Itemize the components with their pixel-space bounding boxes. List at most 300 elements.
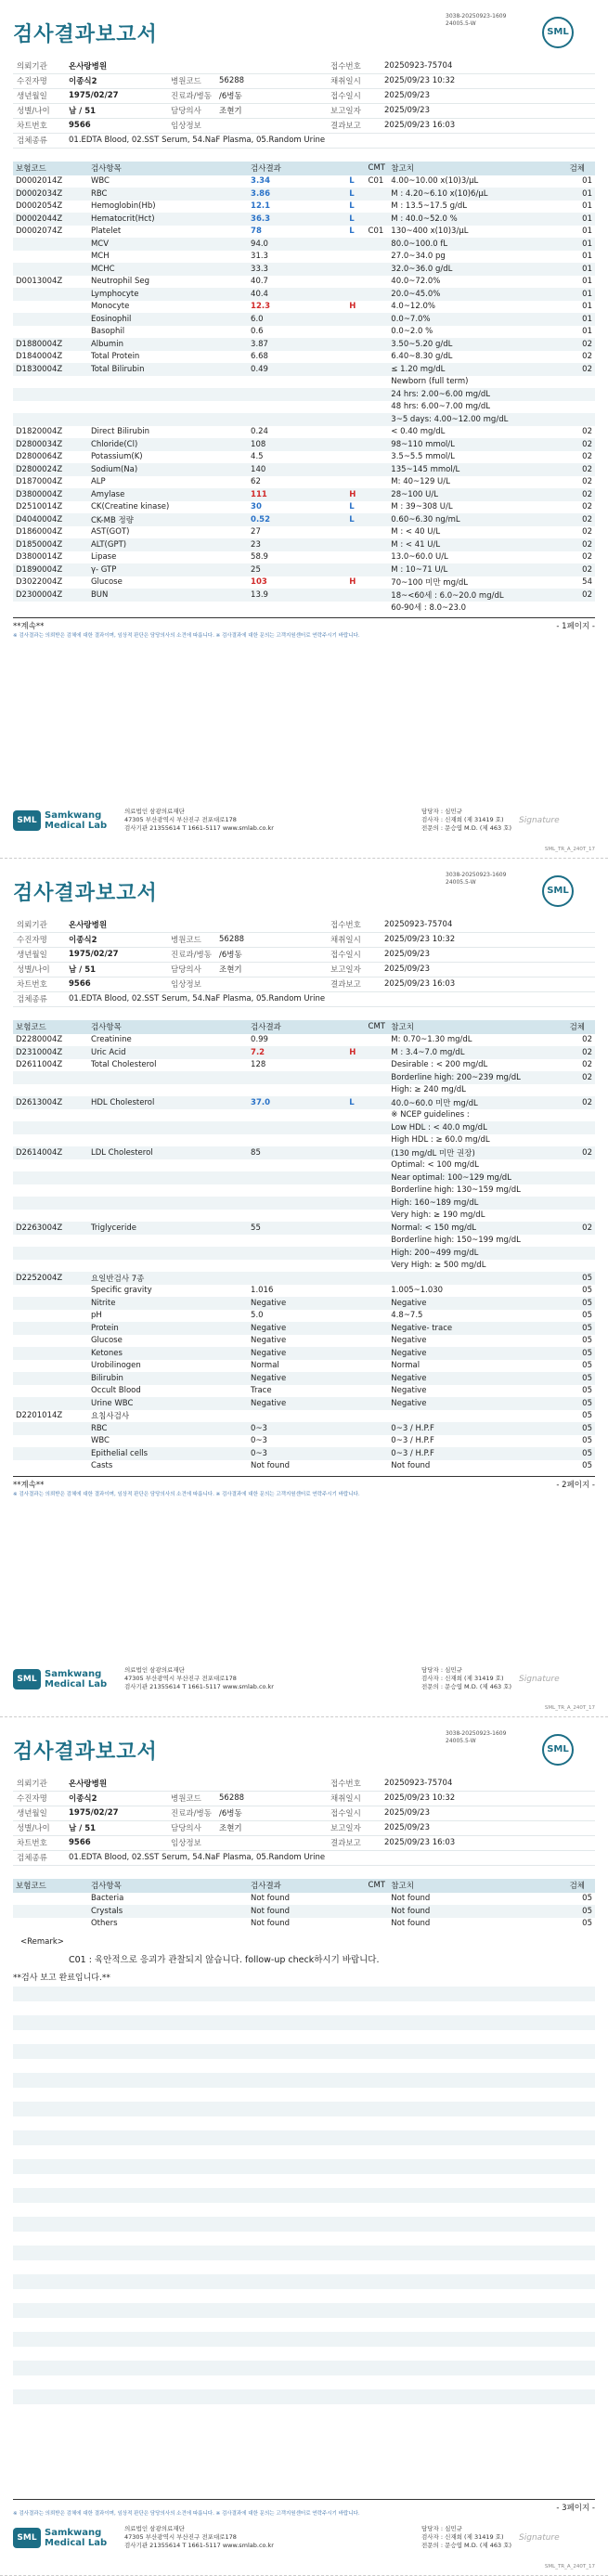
comment-code xyxy=(366,1297,389,1310)
result-flag xyxy=(346,1222,365,1235)
comment-code xyxy=(366,1109,389,1122)
result-flag xyxy=(346,1447,365,1460)
footer: SML Samkwang Medical Lab 의료법인 삼광의료재단 47305 부산광역시 부산진구 전포대로178 검사기관 21355614 T 1661-5117 www.smlab.co.kr 담당자 : 심민규 검사자 : 신재희 (제 31419 호) 전문의 : 문승엽 M.D. (제 463 호) Signature xyxy=(13,2525,595,2550)
specimen-code xyxy=(567,1235,595,1248)
specimen-code: 02 xyxy=(567,1096,595,1109)
test-item xyxy=(88,1184,248,1197)
test-result xyxy=(248,1171,346,1184)
insurance-code: D2300004Z xyxy=(13,589,88,602)
insurance-code: D0002054Z xyxy=(16,201,63,212)
result-row xyxy=(13,1222,595,1235)
remark-text: C01 : 육안적으로 응괴가 관찰되지 않습니다. follow-up check하시기 바랍니다. xyxy=(69,1955,380,1965)
footer-logo-icon: SML xyxy=(13,1669,41,1689)
test-result: 0.52 xyxy=(248,513,346,526)
specimen-code: 02 xyxy=(567,563,595,576)
insurance-code xyxy=(13,1460,88,1473)
comment-code xyxy=(366,1235,389,1248)
doc-code: 3038-20250923-1609 24005.5-W xyxy=(446,13,507,27)
reference-range: ≤ 1.20 mg/dL xyxy=(388,363,566,376)
test-result xyxy=(248,401,346,414)
test-result: 1.016 xyxy=(251,1286,274,1296)
result-flag xyxy=(346,1410,365,1423)
test-result: 0.6 xyxy=(251,327,264,337)
test-item: Epithelial cells xyxy=(88,1447,248,1460)
test-item xyxy=(88,1235,248,1248)
test-result: Not found xyxy=(251,1919,290,1929)
reference-range: Borderline high: 200~239 mg/dL xyxy=(388,1071,566,1084)
test-result: 30 xyxy=(251,502,262,512)
comment-code xyxy=(366,1285,389,1298)
reference-range: Near optimal: 100~129 mg/dL xyxy=(388,1171,566,1184)
form-code: SML_TR_A_240T_17 xyxy=(544,2564,595,2570)
result-row xyxy=(13,476,595,489)
comment-code xyxy=(366,1134,389,1147)
test-result xyxy=(248,413,346,426)
insurance-code: D2201014Z xyxy=(16,1411,63,1421)
result-row xyxy=(13,226,595,239)
comment-code xyxy=(366,1422,389,1435)
comment-code xyxy=(366,1159,389,1172)
result-row xyxy=(13,1272,595,1285)
test-item: HDL Cholesterol xyxy=(88,1096,248,1109)
remark-label: <Remark> xyxy=(20,1937,64,1947)
test-result: 33.3 xyxy=(248,263,346,276)
test-item xyxy=(88,602,248,615)
reference-range: 18~<60세 : 6.0~20.0 mg/dL xyxy=(388,589,566,602)
test-item: CK-MB 정량 xyxy=(88,513,248,526)
test-result: 111 xyxy=(248,488,346,501)
test-item: Amylase xyxy=(88,488,248,501)
test-result: Negative xyxy=(251,1336,287,1346)
result-row xyxy=(13,538,595,551)
test-item: Eosinophil xyxy=(88,313,248,326)
reference-range: Optimal: < 100 mg/dL xyxy=(391,1160,479,1171)
test-result xyxy=(248,1197,346,1210)
reference-range: Negative xyxy=(388,1372,566,1385)
result-flag xyxy=(346,276,365,289)
result-row xyxy=(13,1034,595,1047)
test-item: Potassium(K) xyxy=(90,452,143,462)
reference-range: High: 160~189 mg/dL xyxy=(388,1197,566,1210)
result-row xyxy=(13,1121,595,1134)
test-result: Not found xyxy=(251,1461,290,1471)
test-result: 3.34 xyxy=(251,176,271,187)
insurance-code xyxy=(13,238,88,251)
test-item: Occult Blood xyxy=(90,1386,141,1396)
test-item: Specific gravity xyxy=(90,1286,152,1296)
comment-code xyxy=(366,1397,389,1410)
result-flag xyxy=(346,251,365,264)
test-item: ALT(GPT) xyxy=(88,538,248,551)
specimen-code: 05 xyxy=(567,1905,595,1918)
specimen-code: 01 xyxy=(567,238,595,251)
result-row xyxy=(13,1210,595,1223)
specimen-code: 05 xyxy=(567,1422,595,1435)
comment-code xyxy=(366,1071,389,1084)
sml-logo: SML xyxy=(542,875,574,907)
empty-rows xyxy=(13,1987,595,2418)
reference-range: 48 hrs: 6.00~7.00 mg/dL xyxy=(391,402,491,412)
reference-range: M: 0.70~1.30 mg/dL xyxy=(391,1035,472,1045)
comment-code xyxy=(366,451,389,464)
test-item: RBC xyxy=(88,188,248,201)
comment-code xyxy=(366,1905,389,1918)
test-result xyxy=(248,602,346,615)
result-flag xyxy=(346,1109,365,1122)
specimen-code: 05 xyxy=(582,1361,592,1371)
insurance-code xyxy=(13,1159,88,1172)
insurance-code xyxy=(13,1918,88,1931)
result-flag xyxy=(346,551,365,564)
test-item: Total Cholesterol xyxy=(90,1060,157,1070)
insurance-code: D1870004Z xyxy=(16,477,63,487)
patient-header: 의뢰기관 온사랑병원 접수번호 20250923-75704 수진자명 이종식2 병원코드 56288 채취일시 2025/09/23 10:32 생년월일 1975/02/27 진료과/병동 /6병동 접수일시 2025/09/23 성별/나이 남 / 51 담당의사 조현기 보고일자 2025/09/23 차트번호 9566 임상정보 결과보고 2025/09/23 16:03 검체종류 01.EDTA Blood, 02.SST Serum, 54.NaF Plasma, 05.Random Urine xyxy=(13,58,595,149)
result-flag xyxy=(346,1385,365,1398)
reference-range: (130 mg/dL 미만 권장) xyxy=(388,1146,566,1159)
test-item: Albumin xyxy=(88,338,248,351)
test-result: 3.86 xyxy=(248,188,346,201)
result-flag xyxy=(346,388,365,401)
result-flag xyxy=(346,476,365,489)
result-flag xyxy=(346,1171,365,1184)
result-flag xyxy=(346,363,365,376)
result-flag xyxy=(346,238,365,251)
comment-code xyxy=(366,1084,389,1097)
test-result xyxy=(248,1210,346,1223)
specimen-code: 05 xyxy=(567,1372,595,1385)
specimen-code: 05 xyxy=(582,1411,592,1421)
continued-row: **계속** - 2페이지 - xyxy=(13,1476,595,1490)
reference-range: Borderline high: 150~199 mg/dL xyxy=(391,1236,521,1246)
specimen-code xyxy=(567,1247,595,1260)
form-code: SML_TR_A_240T_17 xyxy=(544,1705,595,1711)
result-row xyxy=(13,438,595,451)
result-row xyxy=(13,1435,595,1448)
comment-code xyxy=(366,1210,389,1223)
reference-range: 0.60~6.30 ng/mL xyxy=(388,513,566,526)
result-row xyxy=(13,388,595,401)
insurance-code xyxy=(13,1322,88,1335)
test-result: 108 xyxy=(248,438,346,451)
reference-range: M : < 41 U/L xyxy=(388,538,566,551)
insurance-code xyxy=(13,1084,88,1097)
insurance-code xyxy=(13,288,88,301)
result-flag: L xyxy=(346,213,365,226)
test-item: MCH xyxy=(90,252,110,262)
test-item: LDL Cholesterol xyxy=(88,1146,248,1159)
result-row xyxy=(13,251,595,264)
insurance-code: D2252004Z xyxy=(13,1272,88,1285)
insurance-code xyxy=(13,1247,88,1260)
test-result: 128 xyxy=(251,1060,266,1070)
specimen-code: 02 xyxy=(582,527,592,537)
test-result: 0~3 xyxy=(248,1447,346,1460)
reference-range: 20.0~45.0% xyxy=(388,288,566,301)
signature: Signature xyxy=(519,815,560,825)
result-flag: H xyxy=(349,577,356,588)
reference-range: Low HDL : < 40.0 mg/dL xyxy=(388,1121,566,1134)
test-item xyxy=(88,1084,248,1097)
result-flag: H xyxy=(349,302,356,312)
insurance-code: D2280004Z xyxy=(16,1035,63,1045)
reference-range: 80.0~100.0 fL xyxy=(388,238,566,251)
test-item: Bilirubin xyxy=(88,1372,248,1385)
insurance-code xyxy=(13,1071,88,1084)
test-result xyxy=(248,1272,346,1285)
test-result: 0.24 xyxy=(251,427,268,437)
test-result xyxy=(248,1235,346,1248)
result-row xyxy=(13,1447,595,1460)
reference-range: High: ≥ 240 mg/dL xyxy=(391,1085,466,1095)
test-item: Hemoglobin(Hb) xyxy=(90,201,156,212)
insurance-code xyxy=(13,1121,88,1134)
result-row xyxy=(13,238,595,251)
test-item xyxy=(88,1159,248,1172)
insurance-code: D1860004Z xyxy=(16,527,63,537)
result-row xyxy=(13,602,595,615)
result-flag xyxy=(346,438,365,451)
comment-code xyxy=(366,576,389,589)
test-item: Hematocrit(Hct) xyxy=(88,213,248,226)
test-item xyxy=(88,376,248,389)
result-flag xyxy=(346,1893,365,1906)
specimen-code xyxy=(567,602,595,615)
test-result xyxy=(248,1121,346,1134)
result-flag xyxy=(346,1322,365,1335)
reference-range: 6.40~8.30 g/dL xyxy=(391,352,453,362)
result-row xyxy=(13,1460,595,1473)
result-row xyxy=(13,326,595,339)
insurance-code: D2611004Z xyxy=(16,1060,63,1070)
result-row xyxy=(13,1260,595,1273)
comment-code xyxy=(366,1034,389,1047)
result-flag xyxy=(346,1285,365,1298)
comment-code xyxy=(366,1360,389,1373)
test-item: Bacteria xyxy=(90,1894,124,1904)
comment-code xyxy=(366,288,389,301)
insurance-code: D2800064Z xyxy=(16,452,63,462)
comment-code xyxy=(366,413,389,426)
result-flag xyxy=(346,1146,365,1159)
report-complete: **검사 보고 완료입니다.** xyxy=(13,1974,110,1983)
result-row xyxy=(13,1397,595,1410)
test-result: Not found xyxy=(248,1905,346,1918)
insurance-code: D4040004Z xyxy=(13,513,88,526)
insurance-code: D2510014Z xyxy=(16,502,63,512)
result-row xyxy=(13,263,595,276)
specimen-code: 02 xyxy=(582,1060,592,1070)
doc-code: 3038-20250923-1609 24005.5-W xyxy=(446,1730,507,1744)
test-item: BUN xyxy=(88,589,248,602)
reference-range: 0.0~7.0% xyxy=(388,313,566,326)
result-flag xyxy=(346,1918,365,1931)
result-flag xyxy=(346,1310,365,1323)
test-item: Lipase xyxy=(90,552,117,563)
comment-code xyxy=(366,1146,389,1159)
reference-range: 13.0~60.0 U/L xyxy=(391,552,448,563)
reference-range: < 0.40 mg/dL xyxy=(391,427,446,437)
result-flag xyxy=(346,463,365,476)
reference-range: High: 200~499 mg/dL xyxy=(388,1247,566,1260)
specimen-code xyxy=(567,1084,595,1097)
reference-range: M : 4.20~6.10 x(10)6/μL xyxy=(388,188,566,201)
comment-code xyxy=(366,351,389,364)
footer: SML Samkwang Medical Lab 의료법인 삼광의료재단 47305 부산광역시 부산진구 전포대로178 검사기관 21355614 T 1661-5117 www.smlab.co.kr 담당자 : 심민규 검사자 : 신재희 (제 31419 호) 전문의 : 문승엽 M.D. (제 463 호) Signature xyxy=(13,1666,595,1691)
result-row xyxy=(13,351,595,364)
comment-code xyxy=(366,589,389,602)
result-row xyxy=(13,1046,595,1059)
result-flag xyxy=(346,602,365,615)
result-row xyxy=(13,513,595,526)
result-flag xyxy=(346,288,365,301)
result-flag: L xyxy=(349,502,355,512)
insurance-code: D0002014Z xyxy=(16,176,63,187)
specimen-code: 05 xyxy=(582,1436,592,1446)
specimen-code: 02 xyxy=(567,1146,595,1159)
comment-code xyxy=(366,1121,389,1134)
insurance-code: D1890004Z xyxy=(13,563,88,576)
result-row xyxy=(13,313,595,326)
result-flag xyxy=(346,1335,365,1348)
reference-range: Newborn (full term) xyxy=(391,377,469,387)
result-row xyxy=(13,201,595,214)
result-row xyxy=(13,1422,595,1435)
patient-header: 의뢰기관 온사랑병원 접수번호 20250923-75704 수진자명 이종식2 병원코드 56288 채취일시 2025/09/23 10:32 생년월일 1975/02/27 진료과/병동 /6병동 접수일시 2025/09/23 성별/나이 남 / 51 담당의사 조현기 보고일자 2025/09/23 차트번호 9566 임상정보 결과보고 2025/09/23 16:03 검체종류 01.EDTA Blood, 02.SST Serum, 54.NaF Plasma, 05.Random Urine xyxy=(13,917,595,1007)
test-result xyxy=(248,376,346,389)
specimen-code: 01 xyxy=(567,313,595,326)
insurance-code xyxy=(13,1360,88,1373)
signature: Signature xyxy=(519,2532,560,2543)
specimen-code: 02 xyxy=(567,488,595,501)
test-item: Triglyceride xyxy=(88,1222,248,1235)
test-item: Glucose xyxy=(90,1336,123,1346)
specimen-code: 02 xyxy=(567,1222,595,1235)
reference-range: 0.0~2.0 % xyxy=(391,327,433,337)
test-item: Creatinine xyxy=(90,1035,132,1045)
result-row xyxy=(13,1335,595,1348)
test-result: 23 xyxy=(248,538,346,551)
comment-code xyxy=(366,1247,389,1260)
result-row xyxy=(13,1372,595,1385)
insurance-code: D2263004Z xyxy=(13,1222,88,1235)
result-row xyxy=(13,175,595,188)
specimen-code: 02 xyxy=(567,513,595,526)
signature: Signature xyxy=(519,1674,560,1684)
reference-range: Normal xyxy=(391,1361,420,1371)
result-row xyxy=(13,501,595,514)
test-result: 103 xyxy=(251,577,267,588)
insurance-code xyxy=(13,263,88,276)
test-result: Not found xyxy=(251,1894,290,1904)
insurance-code xyxy=(13,602,88,615)
comment-code xyxy=(366,1322,389,1335)
result-flag xyxy=(346,1235,365,1248)
test-item: Monocyte xyxy=(90,302,130,312)
insurance-code xyxy=(13,1905,88,1918)
test-item: Urine WBC xyxy=(88,1397,248,1410)
test-result xyxy=(248,1410,346,1423)
result-flag xyxy=(346,263,365,276)
test-result xyxy=(248,1260,346,1273)
comment-code xyxy=(366,1385,389,1398)
insurance-code xyxy=(13,413,88,426)
result-row xyxy=(13,1385,595,1398)
sml-logo: SML xyxy=(542,1734,574,1766)
test-result: 27 xyxy=(251,527,261,537)
result-row xyxy=(13,488,595,501)
comment-code xyxy=(366,426,389,439)
reference-range: 40.0~72.0% xyxy=(391,277,441,287)
test-result: 78 xyxy=(251,227,262,237)
result-flag xyxy=(346,413,365,426)
specimen-code: 05 xyxy=(567,1297,595,1310)
patient-header: 의뢰기관 온사랑병원 접수번호 20250923-75704 수진자명 이종식2 병원코드 56288 채취일시 2025/09/23 10:32 생년월일 1975/02/27 진료과/병동 /6병동 접수일시 2025/09/23 성별/나이 남 / 51 담당의사 조현기 보고일자 2025/09/23 차트번호 9566 임상정보 결과보고 2025/09/23 16:03 검체종류 01.EDTA Blood, 02.SST Serum, 54.NaF Plasma, 05.Random Urine xyxy=(13,1776,595,1866)
specimen-code: 01 xyxy=(567,213,595,226)
comment-code xyxy=(366,251,389,264)
result-row xyxy=(13,301,595,314)
insurance-code: D0013004Z xyxy=(16,277,63,287)
results-table: 보험코드 검사항목 검사결과 CMT 참고치 검체 D0002014Z WBC 3.34 L C01 4.00~10.00 x(10)3/μL 01 D0002034Z RBC 3.86 L M : 4.20~6.10 x(10)6/μL 01 D0002054Z Hemoglobin(Hb) 12.1 L M : 13.5~17.5 g/dL 01 D0002044Z Hematocrit(Hct) 36.3 L M : 40.0~52.0 % 01 D0002074Z Platelet 78 L C01 130~400 x(10)3/μL 01 MCV 94.0 80.0~100.0 fL 01 MCH 31.3 27.0~34.0 pg 01 MCHC 33.3 32.0~36.0 g/dL 01 D0013004Z Neutrophil Seg 40.7 40.0~72.0% 01 Lymphocyte 40.4 20.0~45.0% 01 Monocyte 12.3 H 4.0~12.0% 01 Eosinophil 6.0 0.0~7.0% 01 Basophil 0.6 0.0~2.0 % 01 D1880004Z Albumin 3.87 3.50~5.20 g/dL 02 D1840004Z Total Protein 6.68 6.40~8.30 g/dL 02 D1830004Z Total Bilirubin 0.49 ≤ 1.20 mg/dL 02 Newborn (full term) 24 hrs: 2.00~6.00 mg/dL 48 hrs: 6.00~7.00 mg/dL 3~5 days: 4.00~12.00 mg/dL D1820004Z Direct Bilirubin 0.24 < 0.40 mg/dL 02 D2800034Z Chloride(Cl) 108 98~110 mmol/L 02 D2800064Z Potassium(K) 4.5 3.5~5.5 mmol/L 02 D2800024Z Sodium(Na) 140 135~145 mmol/L 02 D1870004Z ALP 62 M: 40~129 U/L 02 D3800004Z Amylase 111 H 28~100 U/L 02 D2510014Z CK(Creatine kinase) 30 L M : 39~308 U/L 02 D4040004Z CK-MB 정량 0.52 L 0.60~6.30 ng/mL 02 D1860004Z AST(GOT) 27 M : < 40 U/L 02 D1850004Z ALT(GPT) 23 M : < 41 U/L 02 D3800014Z Lipase 58.9 13.0~60.0 U/L 02 D1890004Z γ- GTP 25 M : 10~71 U/L 02 D3022004Z Glucose 103 H 70~100 미만 mg/dL 54 D2300004Z BUN 13.9 18~<60세 : 6.0~20.0 mg/dL 02 60-90세 : 8.0~23.0 xyxy=(13,162,595,615)
test-item: Platelet xyxy=(90,227,122,237)
reference-range: Negative xyxy=(391,1386,427,1396)
test-item: 요일반검사 7종 xyxy=(88,1272,248,1285)
test-item: CK(Creatine kinase) xyxy=(90,502,170,512)
specimen-code: 05 xyxy=(567,1322,595,1335)
reference-range: M: 40~129 U/L xyxy=(391,477,450,487)
reference-range: 32.0~36.0 g/dL xyxy=(388,263,566,276)
specimen-code: 05 xyxy=(582,1311,592,1321)
result-flag xyxy=(346,538,365,551)
result-flag xyxy=(346,1034,365,1047)
results-table: 보험코드 검사항목 검사결과 CMT 참고치 검체 D2280004Z Creatinine 0.99 M: 0.70~1.30 mg/dL 02 D2310004Z Uric Acid 7.2 H M : 3.4~7.0 mg/dL 02 D2611004Z Total Cholesterol 128 Desirable : < 200 mg/dL 02 Borderline high: 200~239 mg/dL 02 High: ≥ 240 mg/dL D2613004Z HDL Cholesterol 37.0 L 40.0~60.0 미만 mg/dL 02 ※ NCEP guidelines : Low HDL : < 40.0 mg/dL High HDL : ≥ 60.0 mg/dL D2614004Z LDL Cholesterol 85 (130 mg/dL 미만 권장) 02 Optimal: < 100 mg/dL Near optimal: 100~129 mg/dL Borderline high: 130~159 mg/dL High: 160~189 mg/dL Very high: ≥ 190 mg/dL D2263004Z Triglyceride 55 Normal: < 150 mg/dL 02 Borderline high: 150~199 mg/dL High: 200~499 mg/dL Very High: ≥ 500 mg/dL D2252004Z 요일반검사 7종 05 Specific gravity 1.016 1.005~1.030 05 Nitrite Negative Negative 05 pH 5.0 4.8~7.5 05 Protein Negative Negative- trace 05 Glucose Negative Negative 05 Ketones Negative Negative 05 Urobilinogen Normal Normal 05 Bilirubin Negative Negative 05 Occult Blood Trace Negative 05 Urine WBC Negative Negative 05 D2201014Z 요침사검사 05 RBC 0~3 0~3 / H.P.F 05 WBC 0~3 0~3 / H.P.F 05 Epithelial cells 0~3 0~3 / H.P.F 05 Casts Not found Not found 05 xyxy=(13,1020,595,1473)
test-result: Trace xyxy=(251,1386,272,1396)
reference-range: 98~110 mmol/L xyxy=(388,438,566,451)
comment-code xyxy=(366,1171,389,1184)
notice-text: ※ 검사결과는 의뢰받은 검체에 대한 결과이며, 임상적 판단은 담당의사의 소견에 따릅니다. ※ 검사결과에 대한 문의는 고객지원센터로 연락주시기 바랍니다. xyxy=(13,1492,360,1497)
reference-range: 40.0~60.0 미만 mg/dL xyxy=(388,1096,566,1109)
test-result: 3.87 xyxy=(248,338,346,351)
test-result: 6.68 xyxy=(251,352,268,362)
comment-code xyxy=(366,538,389,551)
test-item xyxy=(88,1171,248,1184)
insurance-code: D1840004Z xyxy=(16,352,63,362)
specimen-code xyxy=(567,388,595,401)
comment-code xyxy=(366,1447,389,1460)
result-row xyxy=(13,576,595,589)
insurance-code: D3800014Z xyxy=(16,552,63,563)
comment-code xyxy=(366,326,389,339)
result-flag xyxy=(346,451,365,464)
specimen-code: 02 xyxy=(582,1035,592,1045)
test-item: Glucose xyxy=(90,577,123,588)
test-result xyxy=(248,1071,346,1084)
insurance-code: D2614004Z xyxy=(13,1146,88,1159)
reference-range: Normal: < 150 mg/dL xyxy=(388,1222,566,1235)
specimen-code: 02 xyxy=(582,352,592,362)
specimen-code: 01 xyxy=(567,188,595,201)
result-row xyxy=(13,1096,595,1109)
test-result xyxy=(248,1247,346,1260)
test-item: MCV xyxy=(88,238,248,251)
comment-code xyxy=(366,238,389,251)
comment-code xyxy=(366,1197,389,1210)
specimen-code: 02 xyxy=(582,427,592,437)
test-result: 37.0 xyxy=(248,1096,346,1109)
specimen-code: 02 xyxy=(567,538,595,551)
test-item: Neutrophil Seg xyxy=(90,277,150,287)
insurance-code xyxy=(13,1372,88,1385)
continued-row: **계속** - 1페이지 - xyxy=(13,617,595,631)
